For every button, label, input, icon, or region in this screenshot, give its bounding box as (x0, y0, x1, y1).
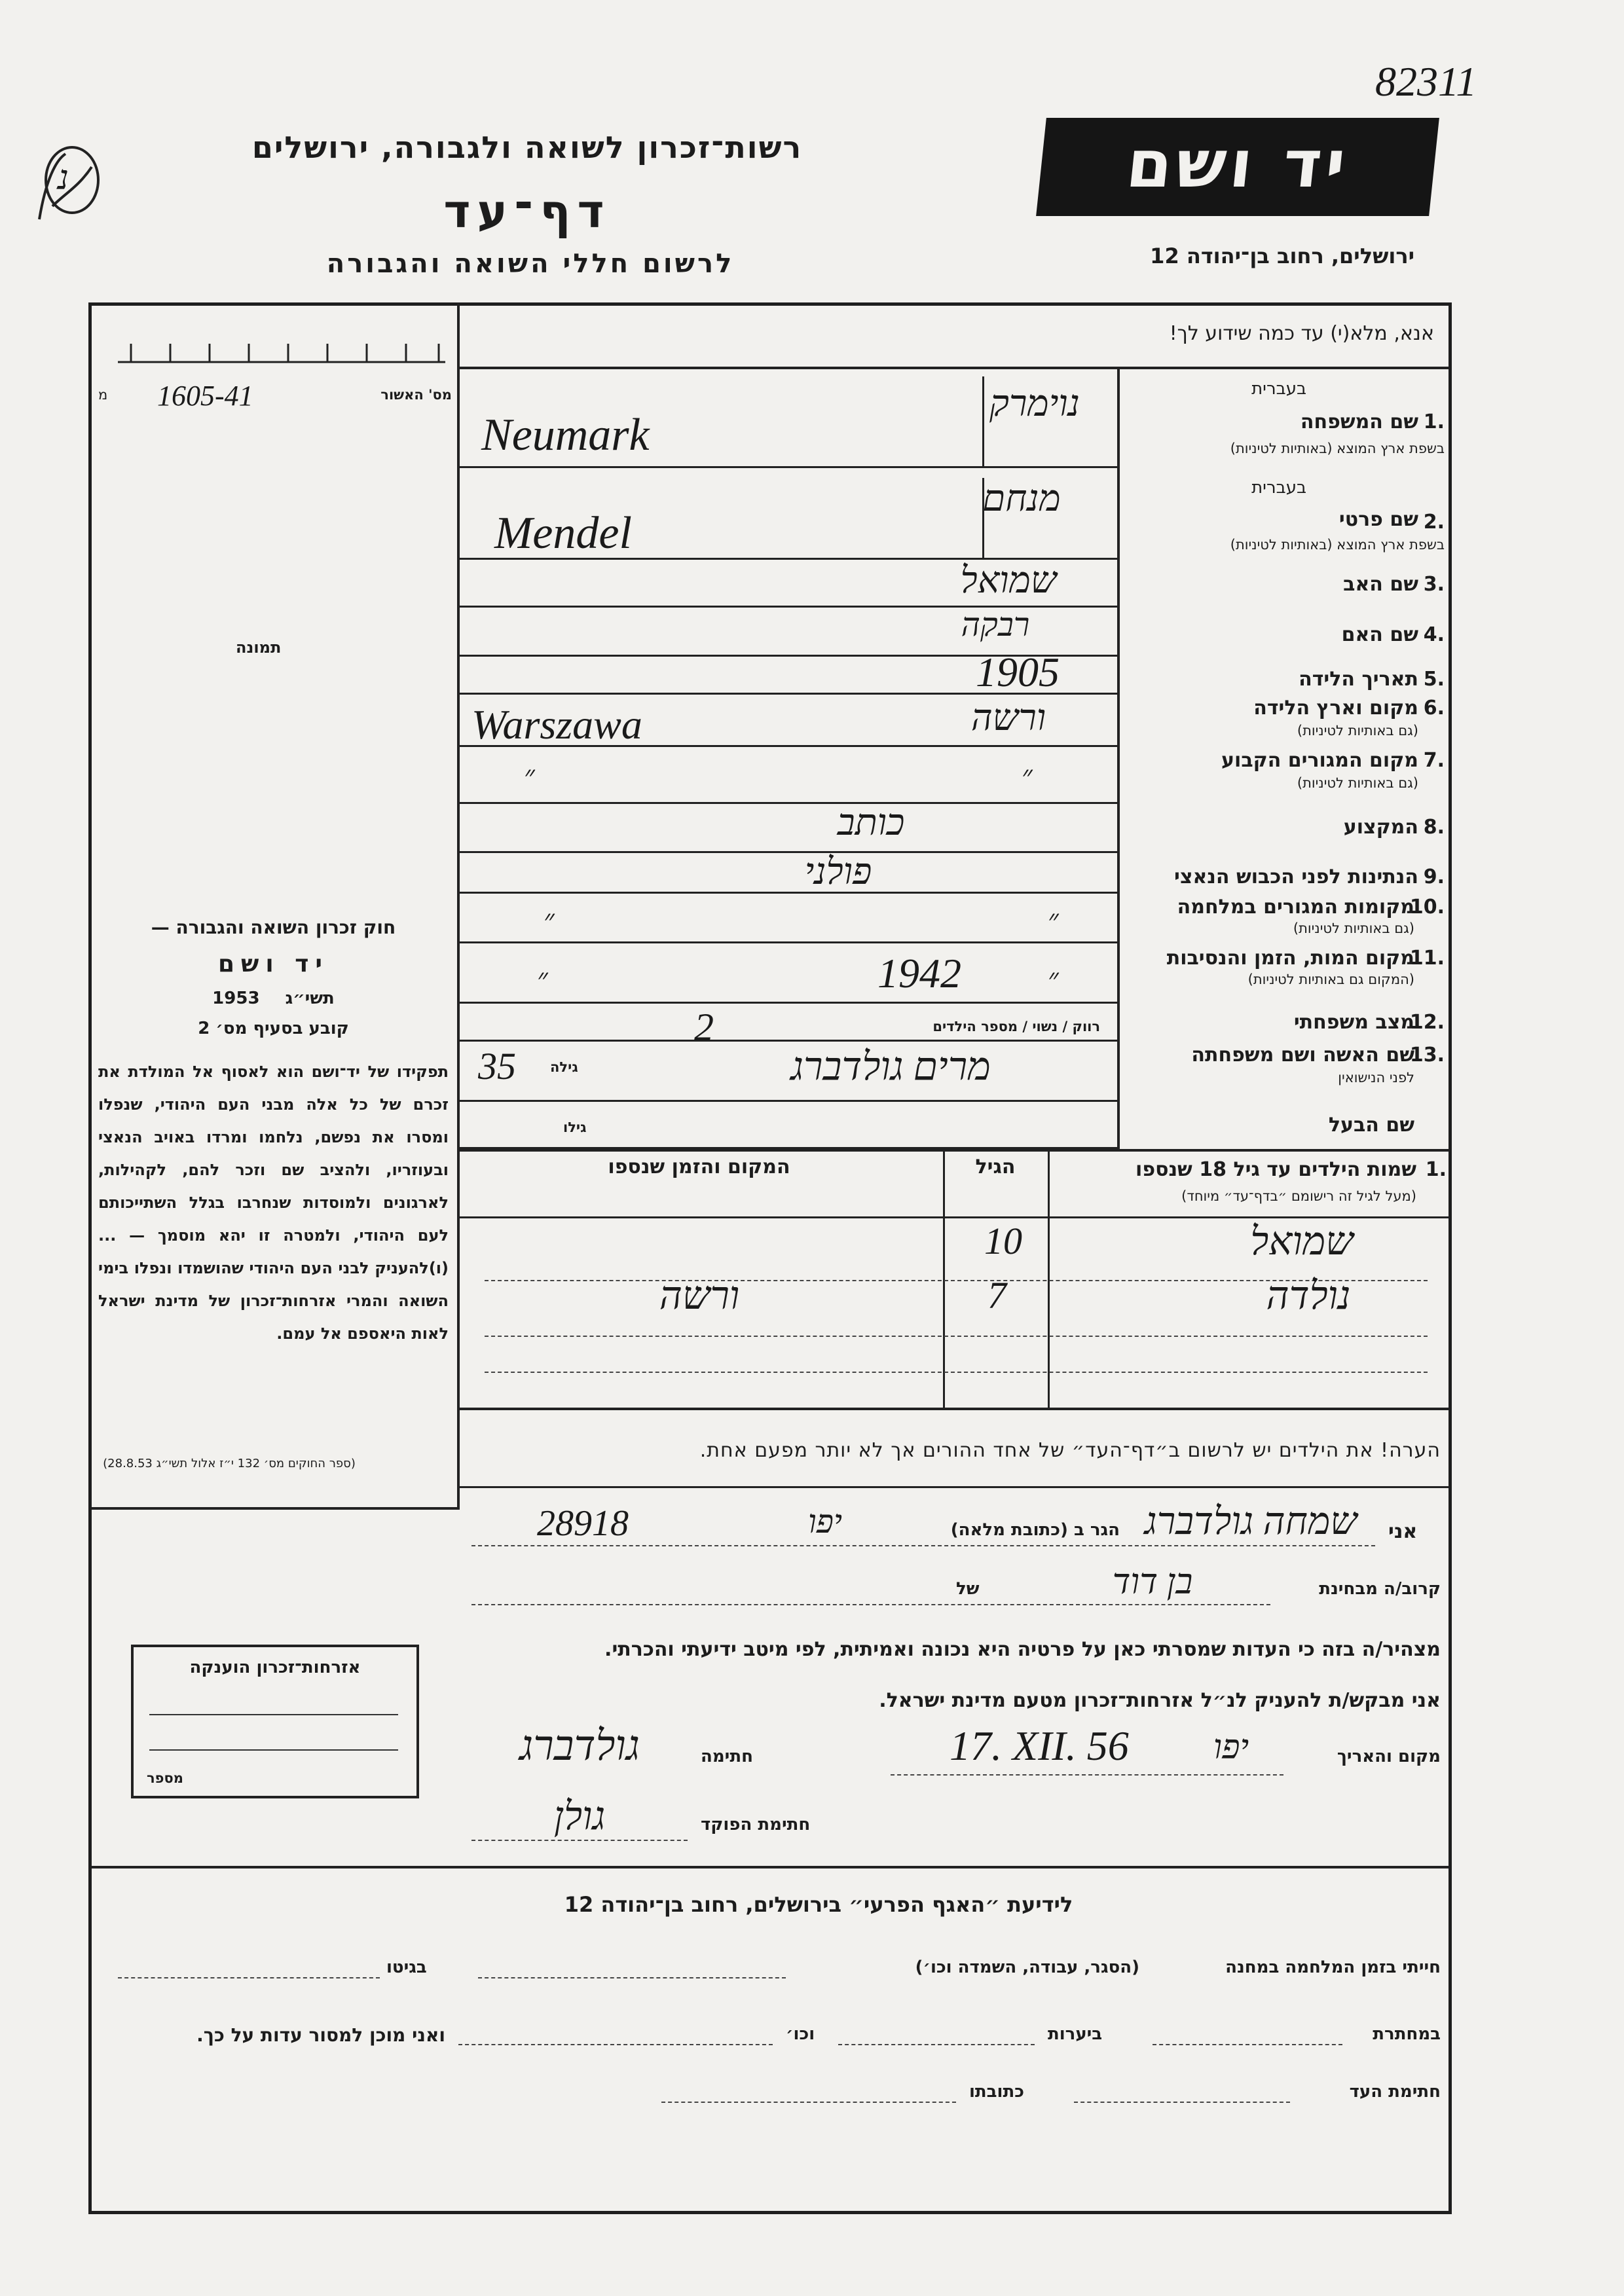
footer-line2-blank-2 (838, 2044, 1035, 2045)
intro-divider (457, 367, 1449, 369)
law-year-number: 1953 (212, 989, 260, 1008)
corner-initial-text: נ (58, 160, 69, 197)
field-num-11: 11. (1409, 947, 1445, 970)
field-num-5: 5. (1423, 668, 1445, 691)
field-label-7: מקום המגורים הקבוע (1221, 749, 1418, 772)
wife-age-label: גילה (550, 1059, 578, 1075)
entry-line-10 (457, 941, 1117, 943)
declaration-text: מצהיר/ה בזה כי העדות שמסרתי כאן על פרטיה היא נכונה ואמיתית, לפי מיטב ידיעתי והכרתי. (604, 1638, 1441, 1661)
field-label-13: שם האשה ושם משפחתה (1191, 1044, 1414, 1066)
children-row-divider-3 (485, 1372, 1428, 1373)
registry-row (98, 380, 452, 416)
field-num-9: 9. (1423, 866, 1445, 888)
field-row-4 (1120, 617, 1447, 656)
law-year-hebrew: תשי״ג (285, 989, 335, 1008)
value-birthplace-hebrew: ורשה (970, 698, 1046, 738)
law-name: יד ושם (217, 951, 329, 977)
value-wife-name: מרים גולדברג (790, 1045, 991, 1088)
remark-line (457, 1486, 1449, 1488)
field-label-8: המקצוע (1343, 816, 1418, 839)
field-sub-6: (גם באותיות לטיניות) (1297, 723, 1418, 738)
field-label-3: שם האב (1343, 573, 1418, 596)
field-row-6 (1120, 693, 1447, 745)
field-sub-13: לפני הנישואין (1338, 1070, 1414, 1085)
field-label-9: הנתינות לפני הכבוש הנאצי (1174, 866, 1418, 888)
children-title: שמות הילדים עד גיל 18 שנספו (1135, 1158, 1416, 1181)
yad-vashem-logo (1036, 118, 1439, 216)
footer-line3-a: חתימת העד (1349, 2082, 1441, 2102)
value-father: שמואל (960, 560, 1057, 601)
footer-line3-blank-2 (661, 2102, 956, 2103)
signature-place: יפו (1213, 1729, 1249, 1766)
org-title: רשות־זכרון לשואה ולגבורה, ירושלים (251, 130, 803, 165)
field-label-1: שם המשפחה (1300, 410, 1418, 433)
certificate-line-2 (149, 1749, 398, 1751)
field-sub-7: (גם באותיות לטיניות) (1297, 775, 1418, 791)
value-citizenship: פולני (804, 852, 872, 892)
relation-of-label: של (956, 1579, 980, 1599)
logo-text: יד ושם (1122, 126, 1354, 202)
value-mother: רבקה (961, 606, 1030, 643)
field-label-11: מקום המות, הזמן והנסיבות (1166, 947, 1414, 970)
value-birthdate: 1905 (976, 649, 1060, 695)
field-sub-1: בשפת ארץ המוצא (באותיות לטיניות) (1230, 441, 1445, 456)
archive-number: 82311 (1375, 58, 1477, 105)
field-row-husband (1120, 1110, 1447, 1149)
field-label-5: תאריך הלידה (1299, 668, 1418, 691)
field-label-6: מקום וארץ הלידה (1253, 697, 1418, 720)
children-row-2 (457, 1273, 1449, 1332)
child-age: 7 (987, 1274, 1006, 1317)
field-num-12: 12. (1409, 1011, 1445, 1034)
footer-line1-blank (478, 1977, 786, 1978)
field-label-12: מצב משפחתי (1293, 1011, 1414, 1034)
field-label-4: שם האם (1341, 623, 1418, 646)
husband-label: שם הבעל (1328, 1114, 1414, 1137)
corner-initial-stamp (26, 141, 105, 226)
value-family-latin: Neumark (481, 410, 650, 460)
declarant-name: שמחה גולדברג (1144, 1500, 1357, 1542)
child-place: ורשה (659, 1274, 740, 1317)
entry-line-12 (457, 1040, 1117, 1042)
footer-line2-b: ביערות (1048, 2024, 1103, 2044)
children-header-line (457, 1149, 1449, 1152)
child-name: נולדה (1266, 1274, 1351, 1317)
value-first-latin: Mendel (494, 508, 632, 558)
footer-line2-blank-3 (458, 2044, 773, 2045)
law-year (98, 989, 449, 1008)
law-footnote: (ספר החוקים מס׳ 132 י״ז אלול תשי״ג 28.8.53) (103, 1457, 356, 1470)
value-birthplace-latin: Warszawa (471, 701, 642, 748)
field-sub-10: (גם באותיות לטיניות) (1293, 920, 1414, 936)
ruler-marks (92, 337, 457, 363)
sign-label: חתימה (701, 1747, 753, 1766)
law-clause: קובע בסעיף מס׳ 2 (198, 1019, 349, 1038)
field-num-6: 6. (1423, 697, 1445, 720)
footer-line2-c: וכו׳ (786, 2024, 815, 2044)
relation-line (471, 1604, 1270, 1605)
value-wartime-residence-mark-latin: ״ (544, 904, 555, 936)
field-label-10: מקומות המגורים במלחמה (1177, 896, 1414, 919)
entry-line-1 (457, 466, 1117, 468)
field-sub-2: בשפת ארץ המוצא (באותיות לטיניות) (1230, 537, 1445, 553)
footer-line1-b: (הסגר, עבודה, השמדה וכו׳) (915, 1958, 1139, 1977)
footer-line3-b: כתובתו (969, 2082, 1024, 2102)
children-bottom-line (457, 1408, 1449, 1410)
registry-suffix: מ (98, 387, 108, 403)
photo-label: תמונה (236, 638, 282, 657)
value-first-hebrew: מנחם (982, 479, 1061, 519)
children-row-divider-2 (485, 1336, 1428, 1337)
registry-label: מס' האשור (380, 387, 452, 403)
declarant-line (471, 1545, 1375, 1546)
field-label-2: שם פרטי (1338, 508, 1418, 531)
children-age-header: הגיל (975, 1156, 1016, 1178)
entry-line-7 (457, 802, 1117, 804)
header-address: ירושלים, רחוב בן־יהודה 12 (1150, 244, 1414, 268)
field-num-8: 8. (1423, 816, 1445, 839)
signature-line (891, 1774, 1283, 1776)
value-residence-mark-latin: ״ (524, 760, 535, 792)
children-header (1051, 1156, 1449, 1214)
form-title: דף־עד (443, 185, 611, 238)
footer-title: לידיעת ״האגף הפרעי״ בירושלים, רחוב בן־יהודה 12 (564, 1892, 1073, 1917)
field-row-13 (1120, 1040, 1447, 1092)
children-num: 1. (1425, 1158, 1447, 1181)
hebrew-tag-1: בעברית (1251, 379, 1306, 399)
value-death-mark-1: ״ (1048, 963, 1059, 995)
field-num-4: 4. (1423, 623, 1445, 646)
value-family-hebrew: נוימרק (989, 384, 1080, 424)
field-num-3: 3. (1423, 573, 1445, 596)
field-row-8 (1120, 812, 1447, 851)
form-subtitle: לרשום חללי השואה והגבורה (326, 249, 735, 279)
field-num-13: 13. (1409, 1044, 1445, 1066)
field-num-1: 1. (1423, 410, 1445, 433)
law-body: תפקידו של יד־ושם הוא לאסוף אל המולדת את זכרם של כל אלה מבני העם היהודי, שנפלו ומסרו את נפשם, נלחמו ומרדו באויב הנאצי ובעוזריו, ולהציב שם וזכר להם, לקהילות, לארגונים ולמוסדות שנחרבו בגלל השתייכותם לעם היהודי, ולמטרה זו יהא מוסמך — ...(ו)להעניק לבני העם היהודי שהושמדו ונפלו בימי השואה והמרי אזרחות־זכרון של מדינת ישראל לאות היאספם אל עמם. (98, 1063, 449, 1343)
value-wife-age: 35 (478, 1045, 516, 1087)
declarant-resides-label: הגר ב (כתובת מלאה) (950, 1520, 1120, 1540)
children-note: (מעל לגיל זה רישומם ״בדף־עד״ מיוחד) (1181, 1188, 1416, 1204)
officer-line (471, 1840, 688, 1841)
field-num-2: 2. (1423, 511, 1445, 534)
field-row-11 (1120, 943, 1447, 995)
value-residence-mark-hebrew: ״ (1022, 760, 1033, 792)
certificate-line-1 (149, 1714, 398, 1715)
field-row-10 (1120, 892, 1447, 944)
hebrew-tag-2: בעברית (1251, 478, 1306, 498)
field-row-7 (1120, 745, 1447, 797)
footer-divider (92, 1866, 1449, 1868)
relation-value: בן דוד (1112, 1562, 1193, 1601)
value-marital-children: 2 (694, 1006, 714, 1049)
children-body-top (457, 1216, 1449, 1218)
value-death-mark-2: ״ (537, 963, 548, 995)
children-row-1 (457, 1219, 1449, 1278)
husband-age-label: גילו (563, 1120, 587, 1135)
footer-line2-blank-1 (1153, 2044, 1342, 2045)
footer-line2-d: ואני מוכן למסור עדות על כך. (196, 2024, 445, 2046)
field-row-1 (1120, 376, 1447, 462)
place-date-label: מקום והאריך (1337, 1747, 1441, 1766)
field-row-3 (1120, 566, 1447, 606)
value-profession: כותב (837, 803, 905, 843)
officer-signature: גולן (553, 1795, 606, 1838)
certificate-title: אזרחות־זכרון הוענקה (189, 1658, 361, 1677)
relation-label: קרוב/ה מבחינת (1319, 1579, 1441, 1599)
child-age: 10 (984, 1220, 1022, 1262)
value-death-year: 1942 (877, 950, 961, 996)
children-place-header: המקום והזמן שנספו (608, 1156, 790, 1178)
field-num-10: 10. (1409, 896, 1445, 919)
field-row-2 (1120, 471, 1447, 556)
remark: הערה! את הילדים יש לרשום ב״דף־העד״ של אחד ההורים אך לא יותר מפעם אחת. (699, 1439, 1441, 1462)
request-text: אני מבקש/ת להעניק לנ״ל אזרחות־זכרון מטעם מדינת ישראל. (879, 1689, 1441, 1712)
certificate-number-label: מספר (147, 1770, 183, 1786)
footer-line1-blank-2 (118, 1977, 380, 1978)
intro-text: אנא, מלא(י) עד כמה שידוע לך! (1169, 322, 1434, 345)
signature-date: 17. XII. 56 (950, 1722, 1129, 1769)
marital-inline-label: רווק / נשוי / מספר הילדים (932, 1019, 1100, 1034)
declarant-ani: אני (1388, 1520, 1418, 1543)
officer-label: חתימת הפוקד (701, 1815, 811, 1834)
registry-value: 1605-41 (157, 380, 253, 412)
footer-line1-a: חייתי בזמן המלחמה במחנה (1225, 1958, 1441, 1977)
declarant-address-city: יפו (807, 1503, 843, 1540)
footer-line2-a: במחתרת (1373, 2024, 1441, 2044)
footer-line1-c: בגיטו (386, 1958, 427, 1977)
certificate-box (131, 1645, 419, 1798)
signature-text: גולדברג (519, 1722, 640, 1769)
field-sub-11: (המקום גם באותיות לטיניות) (1247, 972, 1414, 987)
entry-line-13 (457, 1100, 1117, 1102)
value-wartime-residence-mark-hebrew: ״ (1048, 904, 1059, 936)
child-name: שמואל (1250, 1220, 1354, 1263)
footer-line3-blank-1 (1074, 2102, 1290, 2103)
declarant-address-num: 28918 (537, 1503, 629, 1544)
law-title: חוק זכרון השואה והגבורה — (151, 917, 396, 938)
field-num-7: 7. (1423, 749, 1445, 772)
entry-line-11 (457, 1002, 1117, 1004)
